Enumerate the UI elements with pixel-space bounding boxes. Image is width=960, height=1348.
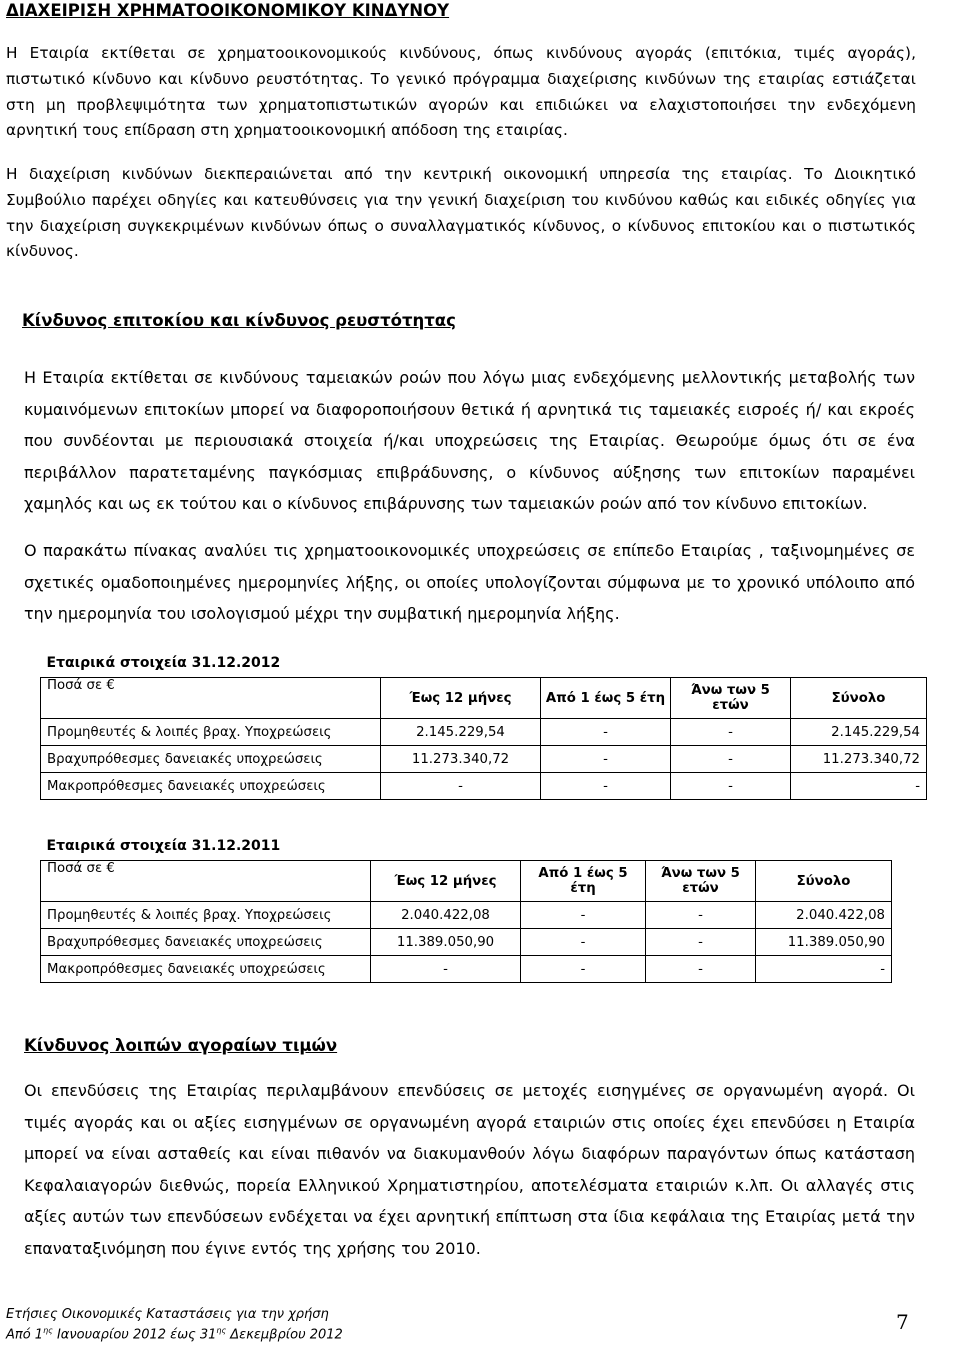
page-title: ΔΙΑΧΕΙΡΙΣΗ ΧΡΗΜΑΤΟΟΙΚΟΝΟΜΙΚΟΥ ΚΙΝΔΥΝΟΥ xyxy=(6,1,450,20)
table-row xyxy=(41,902,892,929)
cell-value: - xyxy=(521,929,646,956)
row-label: Βραχυπρόθεσμες δανειακές υποχρεώσεις xyxy=(41,929,371,956)
footer-period-text: Από 1 xyxy=(6,1327,44,1343)
column-header: Σύνολο xyxy=(756,861,892,902)
cell-value: - xyxy=(541,746,671,773)
column-header: Άνω των 5 ετών xyxy=(671,678,791,719)
amount-label: Ποσά σε € xyxy=(41,861,371,902)
row-label: Μακροπρόθεσμες δανειακές υποχρεώσεις xyxy=(41,773,381,800)
cell-value: 11.389.050,90 xyxy=(371,929,521,956)
interest-liquidity-heading: Κίνδυνος επιτοκίου και κίνδυνος ρευστότητας xyxy=(22,311,456,330)
cell-total: - xyxy=(791,773,927,800)
cell-total: 11.273.340,72 xyxy=(791,746,927,773)
cell-value: 11.273.340,72 xyxy=(381,746,541,773)
footer-superscript: ης xyxy=(43,1326,53,1335)
table-intro-paragraph: Ο παρακάτω πίνακας αναλύει τις χρηματοοικονομικές υποχρεώσεις σε επίπεδο Εταιρίας , ταξινομημένες σε σχετικές ομαδοποιημένες ημερομηνίες λήξης, οι οποίες υπολογίζονται σύμφωνα με το χρονικό υπόλοιπο από την ημερομηνία του ισολογισμού μέχρι την συμβατική ημερομηνία λήξης. xyxy=(24,541,915,623)
table-row xyxy=(41,773,927,800)
footer-superscript: ης xyxy=(216,1326,227,1335)
liabilities-table-2012 xyxy=(40,655,927,800)
table-row xyxy=(41,929,892,956)
cell-total: 2.145.229,54 xyxy=(791,719,927,746)
interest-risk-paragraph: Η Εταιρία εκτίθεται σε κινδύνους ταμειακών ροών που λόγω μιας ενδεχόμενης μελλοντικής μεταβολής των κυμαινόμενων επιτοκίων μπορεί να διαφοροποιήσουν θετικά ή αρνητικά τις ταμειακές εισροές ή/ και εκροές που συνδέονται με περιουσιακά στοιχεία ή/και υποχρεώσεις της Εταιρίας. Θεωρούμε όμως ότι σε ένα περιβάλλον παρατεταμένης παγκόσμιας επιβράδυνσης, ο κίνδυνος αύξησης των επιτοκίων παραμένει χαμηλός και ως εκ τούτου και ο κίνδυνος επιβάρυνσης των ταμειακών ροών από τον κίνδυνο επιτοκίων. xyxy=(24,368,915,513)
cell-value: - xyxy=(521,902,646,929)
footer-title: Ετήσιες Οικονομικές Καταστάσεις για την χρήση xyxy=(6,1307,329,1322)
cell-value: - xyxy=(371,956,521,983)
cell-value: - xyxy=(541,719,671,746)
footer-period-text: Ιανουαρίου 2012 έως 31 xyxy=(52,1327,217,1343)
cell-value: - xyxy=(646,956,756,983)
cell-value: 2.145.229,54 xyxy=(381,719,541,746)
cell-value: - xyxy=(381,773,541,800)
table-row xyxy=(41,719,927,746)
column-header: Έως 12 μήνες xyxy=(371,861,521,902)
cell-total: 2.040.422,08 xyxy=(756,902,892,929)
column-header: Άνω των 5 ετών xyxy=(646,861,756,902)
row-label: Προμηθευτές & λοιπές βραχ. Υποχρεώσεις xyxy=(41,719,381,746)
table-caption: Εταιρικά στοιχεία 31.12.2011 xyxy=(46,838,281,854)
cell-value: - xyxy=(671,719,791,746)
column-header: Έως 12 μήνες xyxy=(381,678,541,719)
cell-value: - xyxy=(671,773,791,800)
cell-value: - xyxy=(646,929,756,956)
table-row xyxy=(41,956,892,983)
risk-management-paragraph: Η διαχείριση κινδύνων διεκπεραιώνεται από την κεντρική οικονομική υπηρεσία της εταιρίας. Το Διοικητικό Συμβούλιο παρέχει οδηγίες και κατευθύνσεις για την γενική διαχείριση του κινδύνου καθώς και ειδικές οδηγίες για την διαχείριση συγκεκριμένων κινδύνων όπως ο συναλλαγματικός κίνδυνος, ο κίνδυνος επιτοκίου και ο πιστωτικός κίνδυνος. xyxy=(6,165,916,261)
table-caption: Εταιρικά στοιχεία 31.12.2012 xyxy=(46,655,281,671)
column-header: Από 1 έως 5 έτη xyxy=(521,861,646,902)
table-row xyxy=(41,746,927,773)
row-label: Προμηθευτές & λοιπές βραχ. Υποχρεώσεις xyxy=(41,902,371,929)
liabilities-table-2011 xyxy=(40,838,892,983)
cell-value: - xyxy=(671,746,791,773)
footer-period xyxy=(6,1326,343,1342)
page-number: 7 xyxy=(896,1310,909,1334)
intro-paragraph: Η Εταιρία εκτίθεται σε χρηματοοικονομικούς κινδύνους, όπως κινδύνους αγοράς (επιτόκια, τιμές αγοράς), πιστωτικό κίνδυνο και κίνδυνο ρευστότητας. Το γενικό πρόγραμμα διαχείρισης κινδύνων της εταιρίας εστιάζεται στη μη προβλεψιμότητα των χρηματοπιστωτικών αγορών και επιδιώκει να ελαχιστοποιήσει την ενδεχόμενη αρνητική τους επίδραση στη χρηματοοικονομική απόδοση της εταιρίας. xyxy=(6,44,916,140)
cell-value: - xyxy=(541,773,671,800)
market-risk-heading: Κίνδυνος λοιπών αγοραίων τιμών xyxy=(24,1036,338,1055)
row-label: Μακροπρόθεσμες δανειακές υποχρεώσεις xyxy=(41,956,371,983)
cell-total: 11.389.050,90 xyxy=(756,929,892,956)
row-label: Βραχυπρόθεσμες δανειακές υποχρεώσεις xyxy=(41,746,381,773)
amount-label: Ποσά σε € xyxy=(41,678,381,719)
cell-value: - xyxy=(646,902,756,929)
cell-value: - xyxy=(521,956,646,983)
column-header: Σύνολο xyxy=(791,678,927,719)
footer-period-text: Δεκεμβρίου 2012 xyxy=(226,1327,343,1343)
cell-total: - xyxy=(756,956,892,983)
column-header: Από 1 έως 5 έτη xyxy=(541,678,671,719)
market-risk-paragraph: Οι επενδύσεις της Εταιρίας περιλαμβάνουν επενδύσεις σε μετοχές εισηγμένες σε οργανωμένη αγορά. Οι τιμές αγοράς και οι αξίες εισηγμένων σε οργανωμένη αγορά εταιριών στις οποίες έχει επενδύσει η Εταιρία μπορεί να είναι ασταθείς και είναι πιθανόν να διακυμανθούν λόγω διαφόρων παραγόντων όπως κατάσταση Κεφαλαιαγορών διεθνώς, πορεία Ελληνικού Χρηματιστηρίου, αποτελέσματα εταιριών κ.λπ. Οι αλλαγές στις αξίες αυτών των επενδύσεων ενδέχεται να έχει αρνητική επίπτωση στα ίδια κεφάλαια της Εταιρίας μετά την επαναταξινόμηση που έγινε εντός της χρήσης του 2010. xyxy=(24,1081,915,1258)
cell-value: 2.040.422,08 xyxy=(371,902,521,929)
